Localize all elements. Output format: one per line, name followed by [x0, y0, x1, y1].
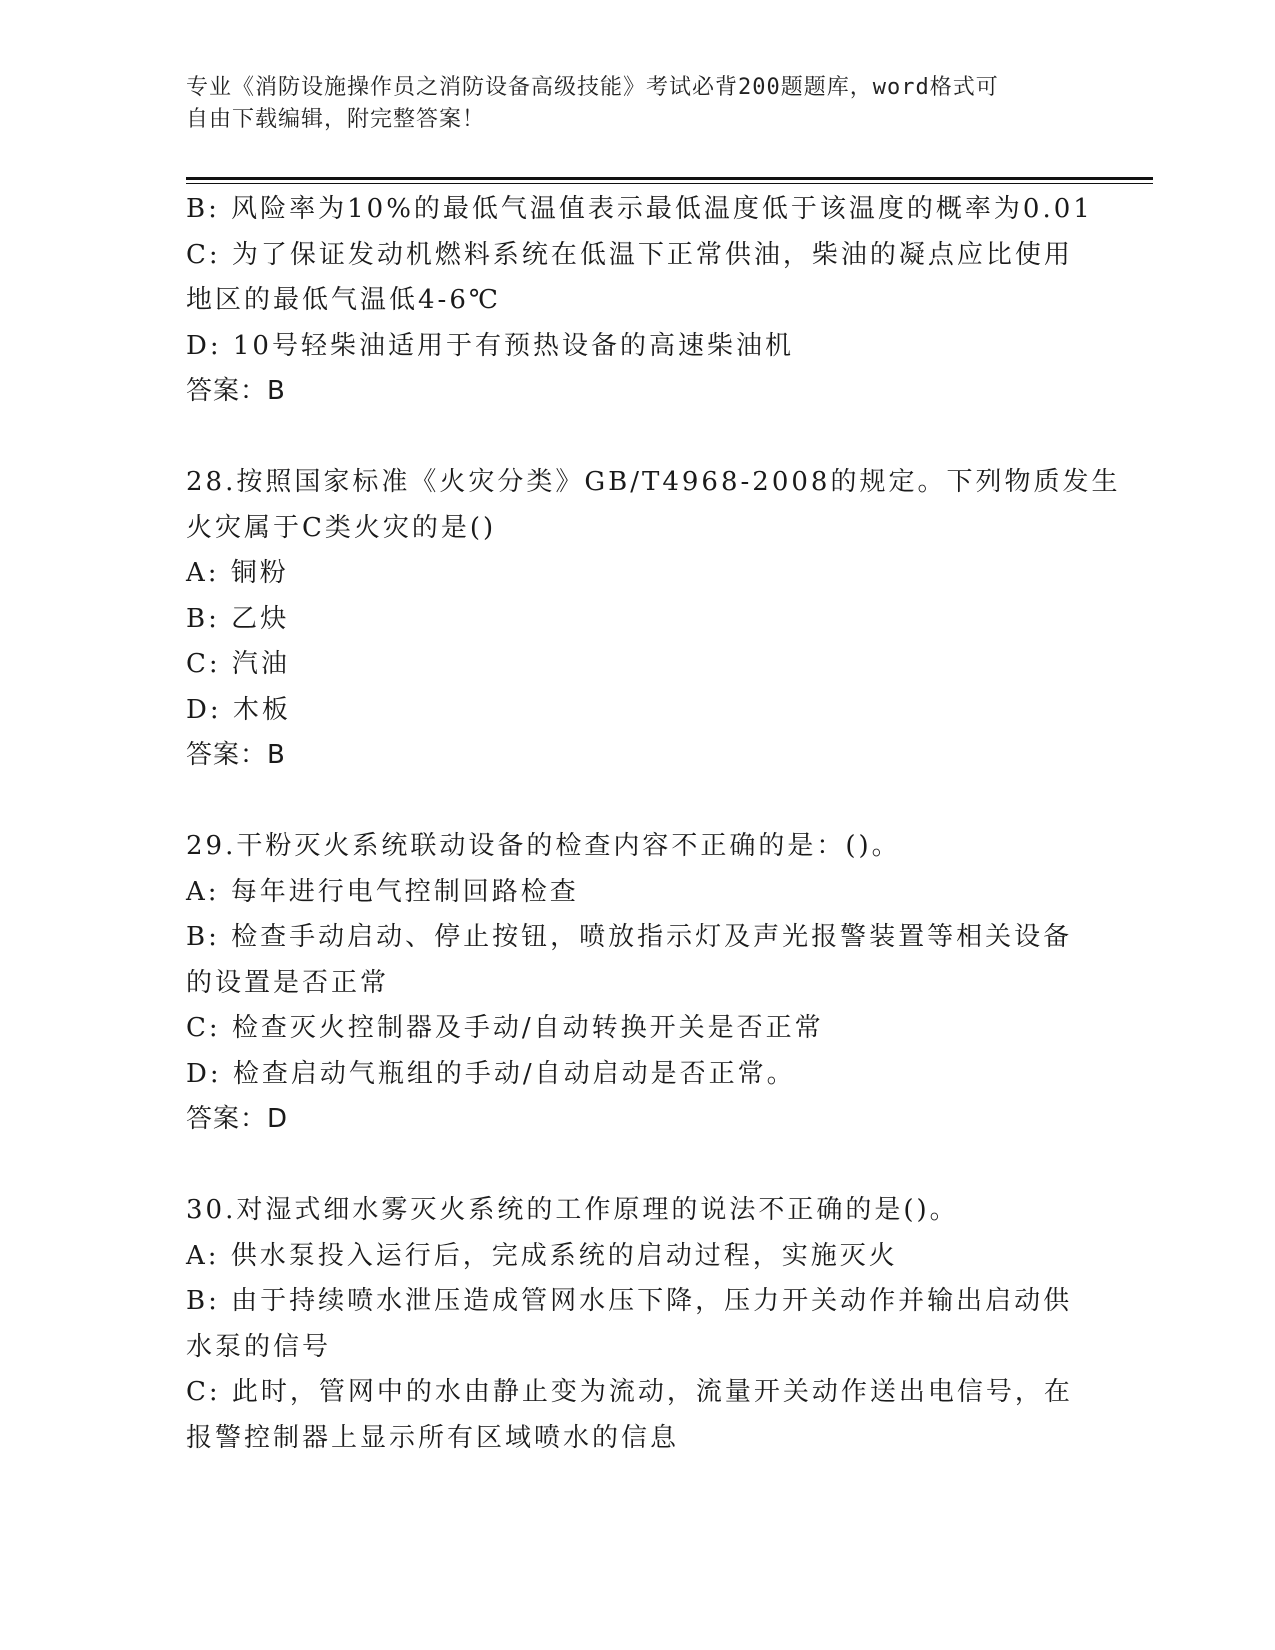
question-30 — [186, 1188, 1073, 1461]
option-b: B: 乙炔 — [186, 603, 290, 634]
option-c-line-2: 报警控制器上显示所有区域喷水的信息 — [186, 1422, 680, 1453]
option-d: D: 10号轻柴油适用于有预热设备的高速柴油机 — [186, 330, 794, 361]
option-b-line-2: 的设置是否正常 — [186, 967, 390, 998]
question-stem-line-1: 28.按照国家标准《火灾分类》GB/T4968-2008的规定。下列物质发生 — [186, 467, 1121, 497]
option-a: A: 供水泵投入运行后，完成系统的启动过程，实施灭火 — [186, 1240, 898, 1271]
answer: 答案：B — [186, 376, 286, 406]
option-c: C: 检查灭火控制器及手动/自动转换开关是否正常 — [186, 1013, 824, 1043]
option-d: D: 检查启动气瓶组的手动/自动启动是否正常。 — [186, 1058, 796, 1089]
header-divider-thin — [186, 183, 1153, 184]
spacer — [186, 1143, 1066, 1189]
option-a: A: 每年进行电气控制回路检查 — [186, 876, 579, 907]
question-stem-line-1: 30.对湿式细水雾灭火系统的工作原理的说法不正确的是()。 — [186, 1195, 959, 1225]
question-27-continuation — [186, 187, 1093, 415]
header-title-line-1: 专业《消防设施操作员之消防设备高级技能》考试必背200题题库，word格式可 — [186, 75, 999, 100]
option-c: C: 汽油 — [186, 649, 290, 679]
option-b-line-2: 水泵的信号 — [186, 1331, 332, 1362]
question-stem-line-1: 29.干粉灭火系统联动设备的检查内容不正确的是：()。 — [186, 831, 901, 861]
option-b-line-1: B: 由于持续喷水泄压造成管网水压下降，压力开关动作并输出启动供 — [186, 1286, 1073, 1316]
header-divider-thick — [186, 177, 1153, 180]
option-c-line-1: C: 为了保证发动机燃料系统在低温下正常供油，柴油的凝点应比使用 — [186, 239, 1073, 270]
option-c-line-1: C: 此时，管网中的水由静止变为流动，流量开关动作送出电信号，在 — [186, 1377, 1073, 1407]
question-content — [186, 187, 1121, 1461]
option-d: D: 木板 — [186, 694, 291, 725]
option-b-line-1: B: 检查手动启动、停止按钮，喷放指示灯及声光报警装置等相关设备 — [186, 922, 1073, 952]
option-b: B: 风险率为10%的最低气温值表示最低温度低于该温度的概率为0.01 — [186, 194, 1093, 224]
document-header — [186, 72, 1066, 136]
question-28 — [186, 460, 1121, 779]
answer: 答案：B — [186, 740, 286, 770]
header-title-line-2: 自由下载编辑，附完整答案！ — [186, 107, 486, 132]
question-stem-line-2: 火灾属于C类火灾的是() — [186, 512, 497, 543]
spacer — [186, 779, 1066, 825]
question-29 — [186, 824, 1073, 1143]
spacer — [186, 415, 1066, 461]
option-c-line-2: 地区的最低气温低4-6℃ — [186, 285, 501, 315]
option-a: A: 铜粉 — [186, 558, 289, 588]
answer: 答案：D — [186, 1104, 289, 1134]
